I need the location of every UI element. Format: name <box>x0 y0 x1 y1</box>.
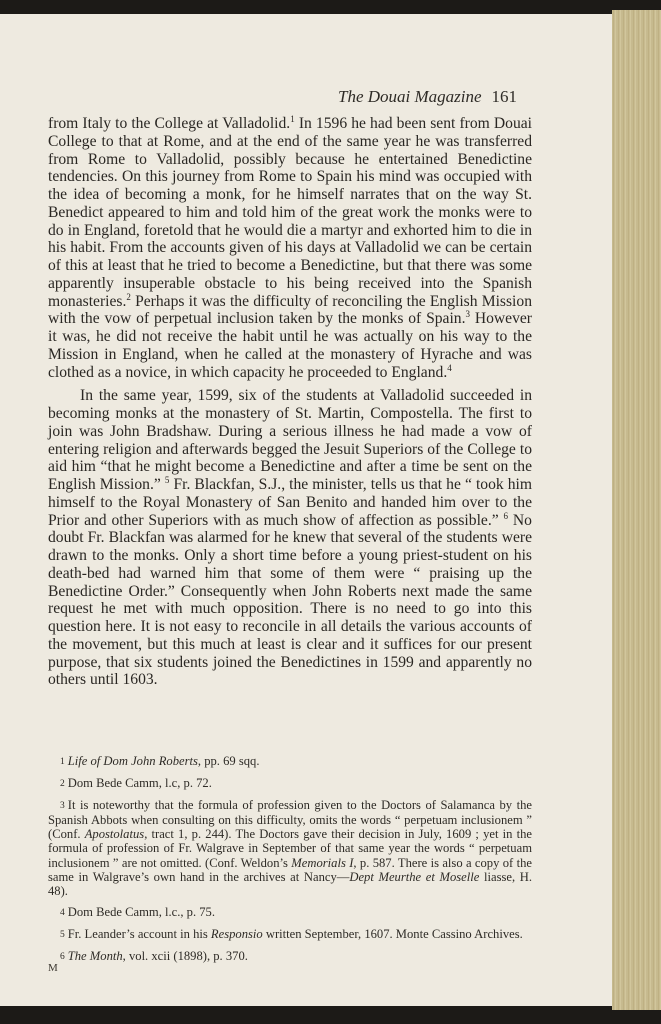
italic-text: Memorials I <box>291 855 354 870</box>
running-header <box>338 87 546 107</box>
footnotes <box>48 754 532 971</box>
footnote-number: 3 <box>60 801 65 812</box>
footnote: 2 Dom Bede Camm, l.c, p. 72. <box>60 776 212 791</box>
book-page <box>0 14 612 1006</box>
paragraph: In the same year, 1599, six of the students at Valladolid succeeded in becoming monks at the monastery of St. Martin, Compostella. The first to join was John Bradshaw. During a serious illness he had made a vow of entering religion and afterwards begged the Jesuit Superiors of the College to aid him “that he might become a Benedictine and after a time be sent on the English Mission.” $^5$ Fr. Blackfan, S.J., the minister, tells us that he “ took him himself to the Royal Monastery of San Benito and handed him over to the Prior and other Superiors with as much show of affection as possible.” $^6$ No doubt Fr. Blackfan was alarmed for he knew that several of the students were drawn to the monks. Only a short time before a young priest-student on his death-bed had warned him that some of them were “ praising up the Benedictine Order.” Consequently when John Roberts next made the same request he met with much opposition. There is no need to go into this question here. It is not easy to reconcile in all details the various accounts of the movement, but this much at least is clear and it suffices for our present purpose, that six students joined the Benedictines in 1599 and apparently no others until 1603. <box>48 387 533 689</box>
italic-text: The Month <box>67 949 123 964</box>
footnote-number: 1 <box>60 757 65 767</box>
italic-text: Responsio <box>210 926 263 941</box>
footnote-number: 5 <box>60 929 65 940</box>
italic-text: Apostolatus <box>84 827 145 842</box>
signature-mark: M <box>48 962 58 974</box>
footnote-reference: 1 <box>290 114 295 124</box>
running-title: The Douai Magazine <box>338 87 482 106</box>
paragraph: from Italy to the College at Valladolid.$^1$ In 1596 he had been sent from Douai College to that at Rome, and at the end of the same year he was transferred from Rome to Valladolid, possibly because he entertained Benedictine tendencies. On this journey from Rome to Spain his mind was occupied with the idea of becoming a monk, for he himself narrates that on the way St. Benedict appeared to him and told him of the great work the monks were to do in England, foretold that he would die a martyr and exhorted him to die in his habit. From the accounts given of his days at Valladolid we can be certain of this at least that he tried to become a Benedictine, but that there was some apparently insuperable obstacle to his being received into the Spanish monasteries.$^2$ Perhaps it was the difficulty of reconciling the English Mission with the vow of perpetual inclusion taken by the monks of Spain.$^3$ However it was, he did not receive the habit until he was actually on his way to the Mission in England, when he called at the monastery of Hyrache and was clothed as a novice, in which capacity he proceeded to England.$^4$ <box>48 114 532 381</box>
footnote: 5 Fr. Leander’s account in his Responsio written September, 1607. Monte Cassino Archives. <box>60 926 523 941</box>
page-edges <box>612 10 661 1010</box>
footnote-reference: 4 <box>447 362 452 373</box>
footnote: 6 The Month, vol. xcii (1898), p. 370. <box>60 949 248 964</box>
footnote-number: 6 <box>60 952 65 963</box>
footnote: 3 It is noteworthy that the formula of profession given to the Doctors of Salamanca by the Spanish Abbots when consulting on this difficulty, omits the words “ perpetuam inclusionem ” (Conf. Apostolatus, tract 1, p. 244). The Doctors gave their decision in July, 1609 ; yet in the formula of profession of Fr. Walgrave in September of that same year the words “ perpetuam inclusionem ” are not omitted. (Conf. Weldon’s Memorials I, p. 587. There is also a copy of the same in Walgrave’s own hand in the archives at Nancy—Dept Meurthe et Moselle liasse, H. 48). <box>48 798 532 898</box>
footnote-number: 2 <box>60 779 65 790</box>
footnote-reference: 5 <box>164 475 170 485</box>
footnote-reference: 6 <box>503 510 509 521</box>
body-text <box>48 115 532 689</box>
footnote-number: 4 <box>60 907 65 918</box>
footnote-reference: 2 <box>126 291 131 302</box>
footnote-reference: 3 <box>465 309 470 320</box>
italic-text: Life of Dom John Roberts <box>67 754 198 768</box>
italic-text: Dept Meurthe et Moselle <box>349 869 480 884</box>
footnote: 4 Dom Bede Camm, l.c., p. 75. <box>60 904 216 919</box>
footnote: 1 Life of Dom John Roberts, pp. 69 sqq. <box>60 754 260 768</box>
page-number: 161 <box>491 87 518 106</box>
